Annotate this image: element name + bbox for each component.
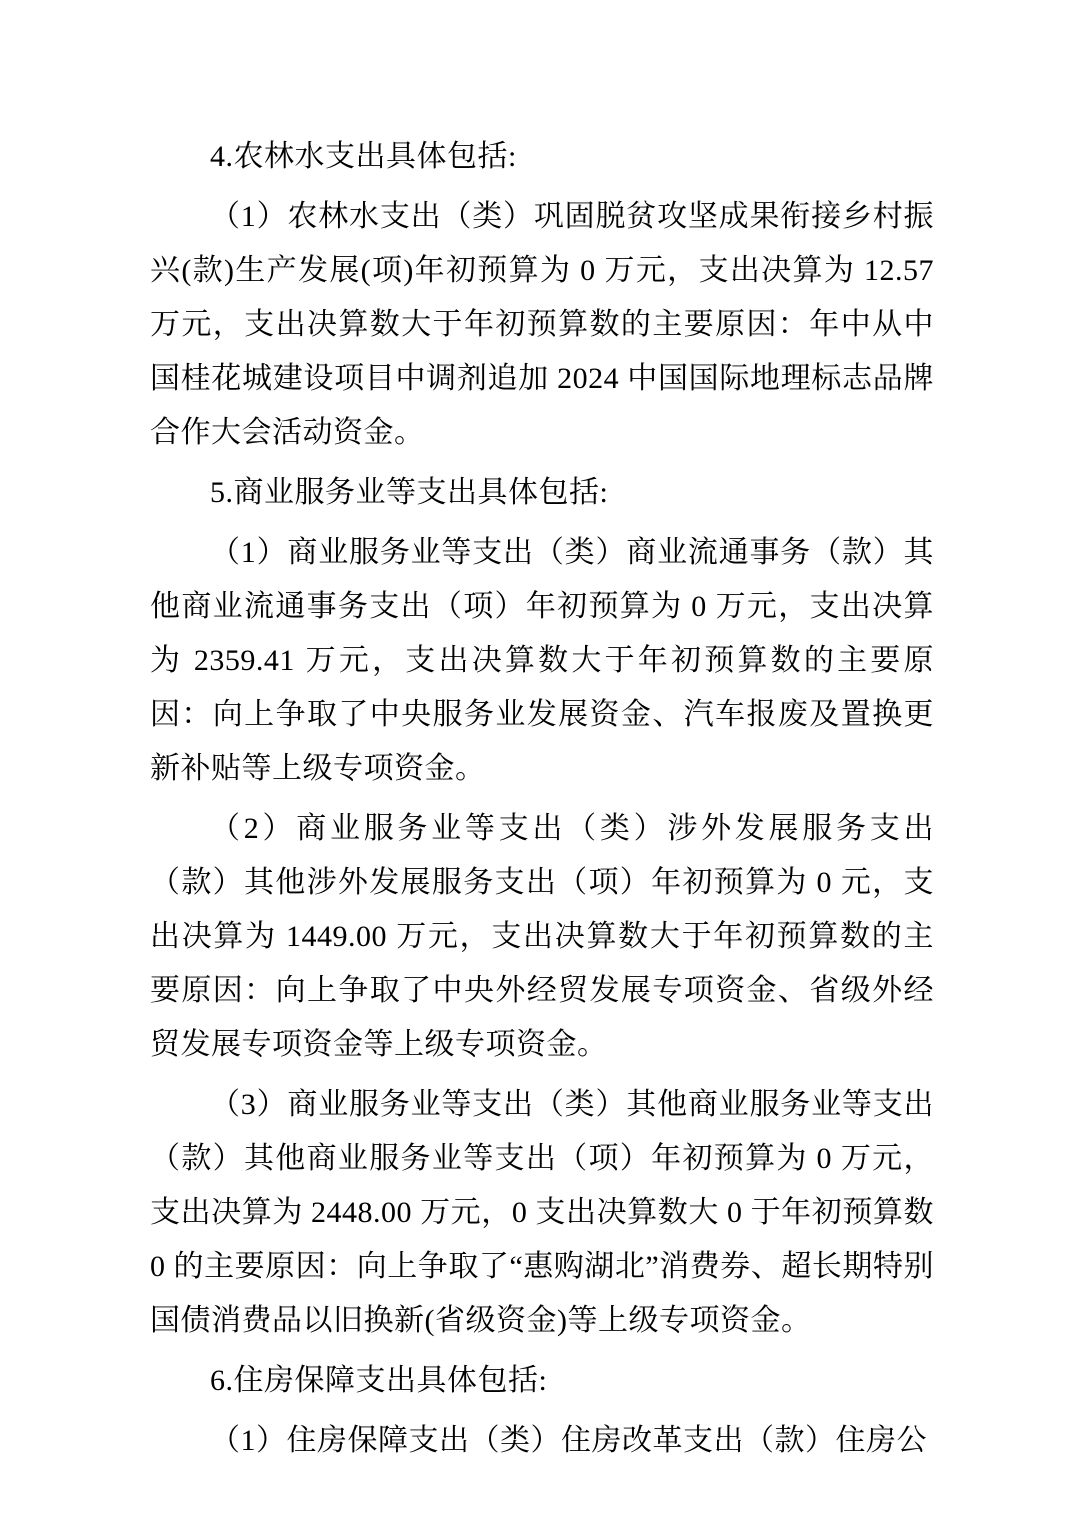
paragraph-housing-item-1: （1）住房保障支出（类）住房改革支出（款）住房公 [210, 1424, 927, 1457]
paragraph-housing-heading: 6.住房保障支出具体包括: [210, 1364, 548, 1397]
paragraph-commerce-item-2: （2）商业服务业等支出（类）涉外发展服务支出（款）其他涉外发展服务支出（项）年初预算为 0 元，支出决算为 1449.00 万元，支出决算数大于年初预算数的主要原因：向上争取了中央外经贸发展专项资金、省级外经贸发展专项资金等上级专项资金。 [150, 812, 934, 1061]
paragraph-agriculture-heading: 4.农林水支出具体包括: [210, 140, 517, 173]
paragraph-commerce-item-3: （3）商业服务业等支出（类）其他商业服务业等支出（款）其他商业服务业等支出（项）年初预算为 0 万元，支出决算为 2448.00 万元，0 支出决算数大 0 于年初预算数 0 的主要原因：向上争取了“惠购湖北”消费券、超长期特别国债消费品以旧换新(省级资金)等上级专项资金。 [150, 1088, 934, 1337]
paragraph-commerce-heading: 5.商业服务业等支出具体包括: [210, 476, 609, 509]
document-body [150, 130, 934, 1468]
paragraph-commerce-item-1: （1）商业服务业等支出（类）商业流通事务（款）其他商业流通事务支出（项）年初预算为 0 万元，支出决算为 2359.41 万元，支出决算数大于年初预算数的主要原因：向上争取了中央服务业发展资金、汽车报废及置换更新补贴等上级专项资金。 [150, 536, 934, 785]
paragraph-agriculture-item-1: （1）农林水支出（类）巩固脱贫攻坚成果衔接乡村振兴(款)生产发展(项)年初预算为 0 万元，支出决算为 12.57 万元，支出决算数大于年初预算数的主要原因：年中从中国桂花城建设项目中调剂追加 2024 中国国际地理标志品牌合作大会活动资金。 [150, 200, 934, 449]
